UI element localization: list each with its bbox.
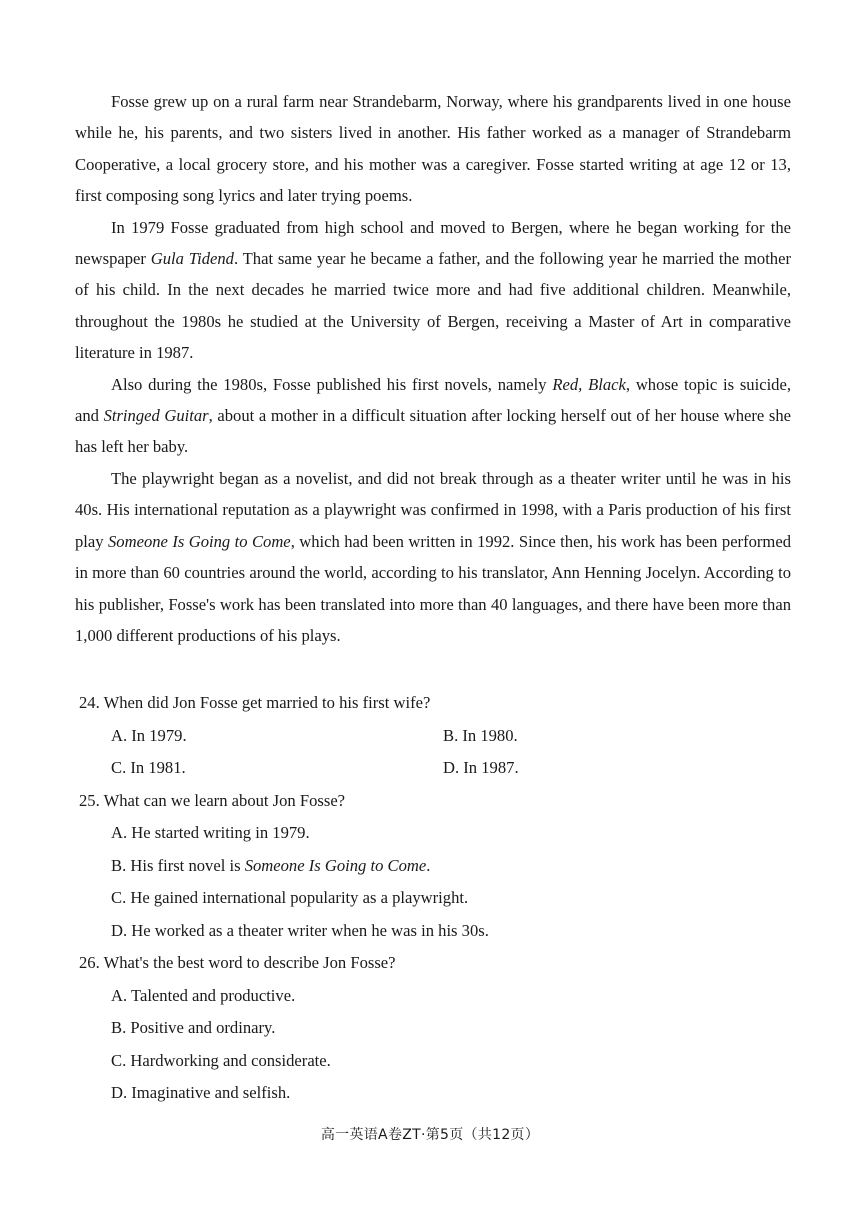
passage-paragraph-2 (75, 212, 791, 369)
option-group (111, 980, 791, 1110)
text-run: , which had been written in 1992. Since then, his work has been performed in more than 60 countries around the world, according to his translator, Ann Henning Jocelyn. According to his publisher, Fosse's work has been translated into more than 40 languages, and there have been more than 1,000 different productions of his plays. (75, 531, 792, 645)
text-run: . That same year he became a father, and the following year he married the mother of his child. In the next decades he married twice more and had five additional children. Meanwhile, throughout the 1980s he studied at the University of Bergen, receiving a Master of Art in comparative literature in 1987. (75, 249, 791, 363)
passage-paragraph-1 (75, 86, 791, 212)
italic-title-text: Gula Tidend (150, 249, 234, 269)
text-run: C. In 1981. (111, 758, 186, 777)
text-run: Also during the 1980s, Fosse published his first novels, namely (111, 374, 553, 394)
option-d (111, 915, 791, 948)
option-c (111, 1045, 791, 1078)
option-a (111, 817, 791, 850)
text-run: , whose topic is suicide, and (75, 374, 791, 426)
text-run: D. He worked as a theater writer when he was in his 30s. (111, 920, 489, 940)
text-run: B. In 1980. (443, 725, 518, 745)
italic-title-text: Red, Black (552, 374, 626, 394)
option-d (111, 1077, 791, 1110)
text-run: In 1979 Fosse graduated from high school and moved to Bergen, where he began working for the newspaper (75, 217, 791, 269)
text-run: B. His first novel is (111, 855, 245, 875)
option-group (111, 720, 791, 785)
text-run: Fosse grew up on a rural farm near Strandebarm, Norway, where his grandparents lived in one house while he, his parents, and two sisters lived in another. His father worked as a manager of Strandebarm Cooperative, a local grocery store, and his mother was a caregiver. Fosse started writing at age 12 or 13, first composing song lyrics and later trying poems. (75, 92, 791, 206)
option-c (111, 882, 791, 915)
text-run: C. Hardworking and considerate. (111, 1050, 331, 1070)
question-list (79, 687, 791, 1110)
page-footer: 高一英语A卷ZT·第5页（共12页） (320, 1127, 540, 1143)
option-b (443, 720, 743, 753)
italic-title-text: Someone Is Going to Come (108, 531, 291, 551)
text-run: A. Talented and productive. (111, 985, 296, 1005)
question-stem: 26. What's the best word to describe Jon Fosse? (79, 953, 396, 972)
question-25 (79, 785, 791, 948)
text-run: B. Positive and ordinary. (111, 1018, 276, 1037)
text-run: C. He gained international popularity as a playwright. (111, 888, 469, 907)
text-run: D. In 1987. (443, 758, 519, 777)
italic-title-text: Stringed Guitar (103, 406, 209, 426)
option-a (111, 720, 443, 753)
option-b (111, 1012, 791, 1045)
passage-paragraph-3 (75, 369, 791, 463)
text-run: A. He started writing in 1979. (111, 823, 310, 842)
option-a (111, 980, 791, 1013)
text-run: D. Imaginative and selfish. (111, 1083, 291, 1102)
question-stem: 24. When did Jon Fosse get married to his first wife? (79, 693, 431, 712)
option-c (111, 752, 443, 785)
option-d (443, 752, 743, 785)
option-b (111, 850, 791, 883)
text-run: , about a mother in a difficult situation after locking herself out of her house where she has left her baby. (75, 406, 792, 457)
question-24 (79, 687, 791, 785)
passage-paragraph-4 (75, 463, 791, 651)
italic-title-text: Someone Is Going to Come (244, 855, 427, 875)
text-run: . (426, 855, 431, 875)
reading-passage (75, 86, 791, 651)
question-26 (79, 947, 791, 1110)
question-stem: 25. What can we learn about Jon Fosse? (79, 790, 346, 810)
option-group (111, 817, 791, 947)
text-run: A. In 1979. (111, 725, 187, 745)
text-run: The playwright began as a novelist, and did not break through as a theater writer until he was in his 40s. His international reputation as a playwright was confirmed in 1998, with a Paris production of his first play (75, 468, 791, 551)
